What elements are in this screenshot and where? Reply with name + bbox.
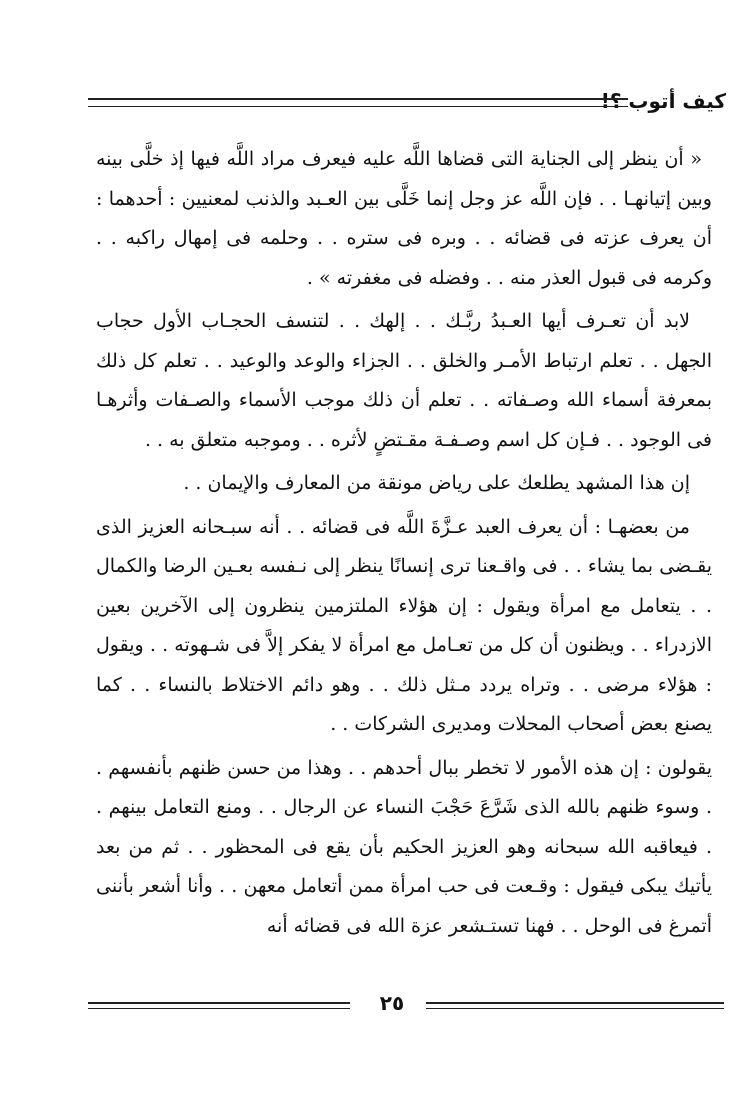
paragraph: يقولون : إن هذه الأمور لا تخطر ببال أحدهم . . وهذا من حسن ظنهم بأنفسهم . . وسوء ظنهم بالله الذى شَرَّعَ حَجْبَ النساء عن الرجال . . ومنع التعامل بينهم . . فيعاقبه الله سبحانه وهو العزيز الحكيم بأن يقع فى المحظور . . ثم من بعد يأتيك يبكى فيقول : وقـعت فى حب امرأة ممن أتعامل معهن . . وأنا أشعر بأننى أتمرغ فى الوحل . . فهنا تستـشعر عزة الله فى قضائه أنه <box>96 756 712 937</box>
body-text <box>96 140 712 946</box>
page-number: ٢٥ <box>379 991 405 1015</box>
footer-rule-left <box>88 1002 350 1009</box>
header-rule <box>88 98 628 107</box>
paragraph: إن هذا المشهد يطلعك على رياض مونقة من المعارف والإيمان . . <box>183 472 690 494</box>
paragraph: من بعضهـا : أن يعرف العبد عـزَّةَ اللَّه فى قضائه . . أنه سبـحانه العزيز الذى يقـضى بما يشاء . . فى واقـعنا ترى إنسانًا ينظر إلى نـفسه بعـين الرضا والكمال . . يتعامل مع امرأة ويقول : إن هؤلاء الملتزمين ينظرون إلى الآخرين بعين الازدراء . . ويظنون أن كل من تعـامل مع امرأة لا يفكر إلاَّ فى شـهوته . . ويقول : هؤلاء مرضى . . وتراه يردد مـثل ذلك . . وهو دائم الاختلاط بالنساء . . كما يصنع بعض أصحاب المحلات ومديرى الشركات . . <box>96 515 713 735</box>
paragraph-quote: « أن ينظر إلى الجناية التى قضاها اللَّه عليه فيعرف مراد اللَّه فيها إذ خلَّى بينه وبين إتيانهـا . . فإن اللَّه عز وجل إنما خَلَّى بين العـبد والذنب لمعنيين : أحدهما : أن يعرف عزته فى قضائه . . وبره فى ستره . . وحلمه فى إمهال راكبه . . وكرمه فى قبول العذر منه . . وفضله فى مغفرته » . <box>96 148 712 289</box>
running-header-title: كيف أتوب ؟! <box>600 89 726 113</box>
paragraph: لابد أن تعـرف أيها العـبدُ ربَّـك . . إلهك . . لتنسف الحجـاب الأول حجاب الجهل . . تعلم ارتباط الأمـر والخلق . . الجزاء والوعد والوعيد . . تعلم كل ذلك بمعرفة أسماء الله وصـفاته . . تعلم أن ذلك موجب الأسماء والصـفات وأثرهـا فى الوجود . . فـإن كل اسم وصـفـة مقـتضٍ لأثره . . وموجبه متعلق به . . <box>96 310 712 451</box>
footer-rule-right <box>426 1002 724 1009</box>
running-header <box>88 88 726 118</box>
page-footer <box>88 988 724 1022</box>
